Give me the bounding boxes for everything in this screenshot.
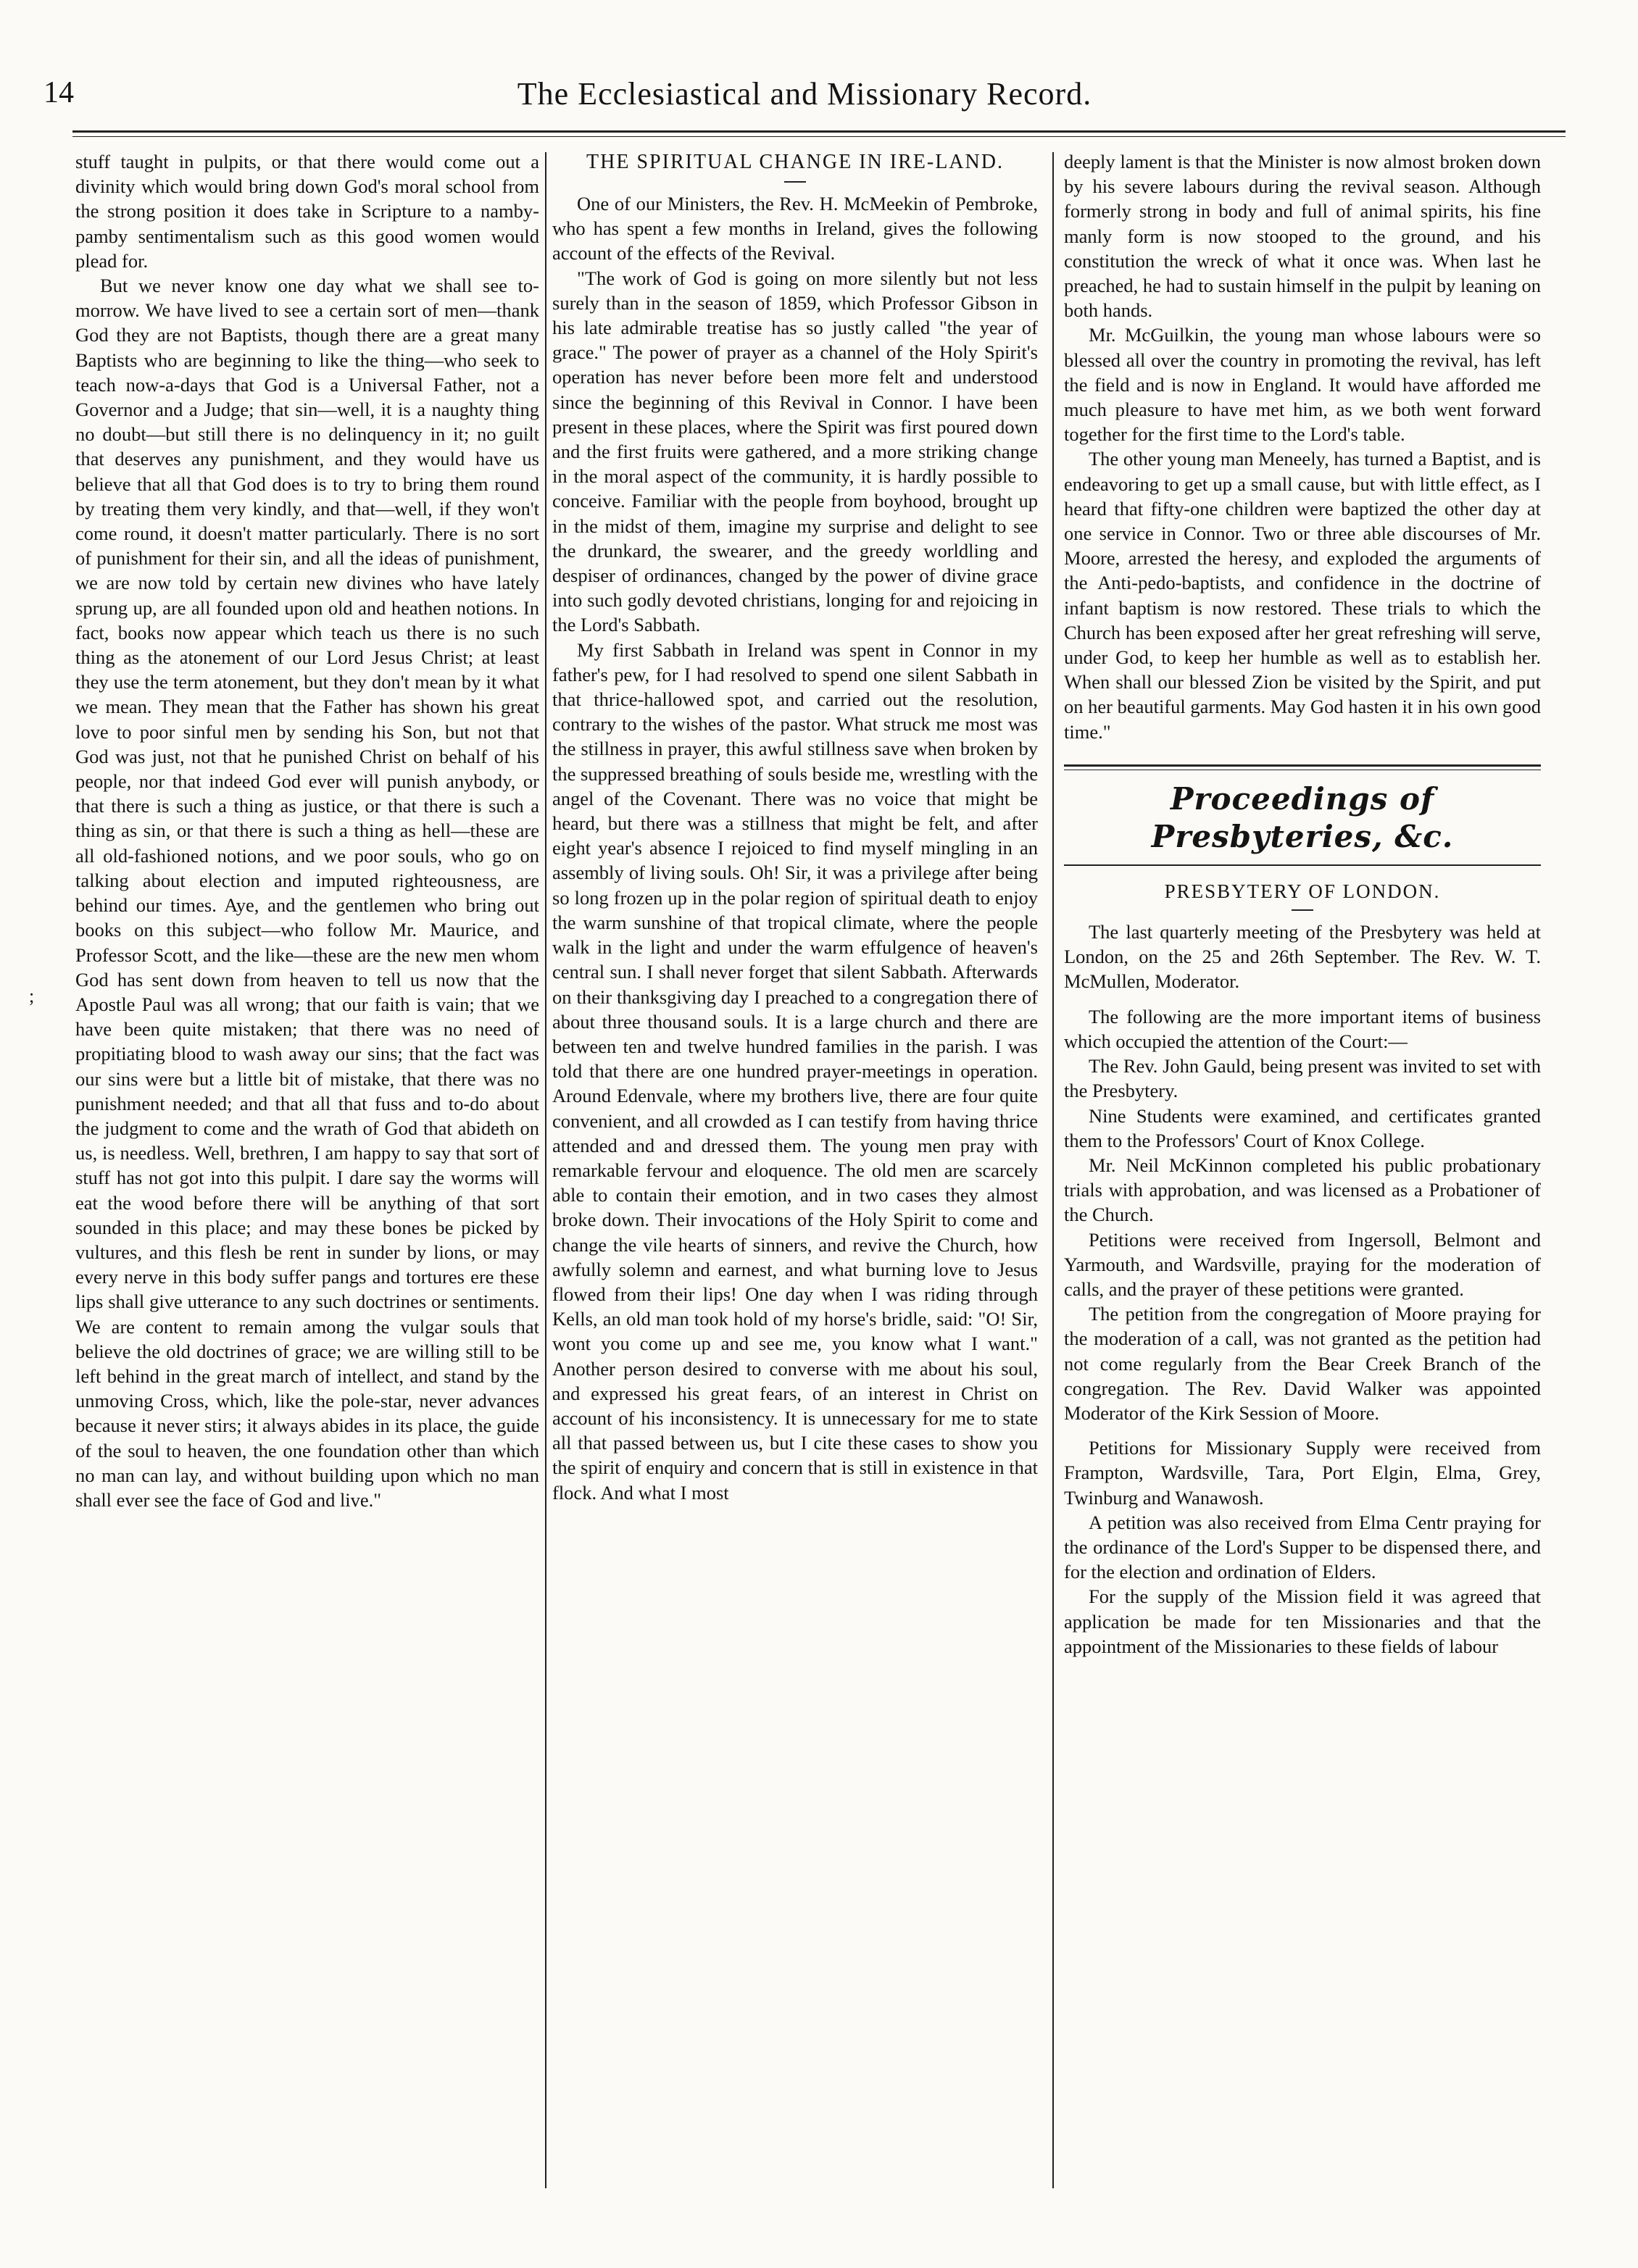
column-2 xyxy=(552,149,1038,2190)
paragraph: Nine Students were examined, and certificates granted them to the Professors' Court of Knox College. xyxy=(1064,1104,1541,1151)
paragraph: The last quarterly meeting of the Presbytery was held at London, on the 25 and 26th September. The Rev. W. T. McMullen, Moderator. xyxy=(1064,921,1541,993)
page-header xyxy=(43,75,1566,119)
paragraph: deeply lament is that the Minister is now almost broken down by his severe labours during the revival season. Although formerly strong in body and full of animal spirits, his fine manly form is now stooped to the ground, and his constitution the wreck of what it once was. When last he preached, he had to sustain himself in the pulpit by leaning on both hands. xyxy=(1064,151,1541,322)
paragraph: Mr. Neil McKinnon completed his public probationary trials with approbation, and was licensed as a Probationer of the Church. xyxy=(1064,1154,1541,1226)
section-title: Proceedings of Presbyteries, &c. xyxy=(1151,780,1454,854)
paragraph-gap xyxy=(1064,994,1541,1004)
paragraph: The petition from the congregation of Moore praying for the moderation of a call, was not granted as the petition had not come regularly from the Bear Creek Branch of the congregation. The Rev. David Walker was appointed Moderator of the Kirk Session of Moore. xyxy=(1064,1303,1541,1424)
paragraph: Petitions were received from Ingersoll, Belmont and Yarmouth, and Wardsville, praying for the moderation of calls, and the prayer of these petitions were granted. xyxy=(1064,1228,1541,1300)
page-number: 14 xyxy=(43,76,74,109)
article-headline: THE SPIRITUAL CHANGE IN IRE-LAND. xyxy=(586,151,1004,173)
column-divider xyxy=(545,152,546,2188)
margin-mark: ; xyxy=(29,985,35,1006)
header-rule-thin xyxy=(72,136,1566,137)
paragraph: stuff taught in pulpits, or that there would come out a divinity which would bring down God's moral school from the strong position it does take in Scripture to a namby-pamby sentimentalism such as this good women would plead for. xyxy=(75,151,539,272)
paragraph: The following are the more important items of business which occupied the attention of the Court:— xyxy=(1064,1005,1541,1052)
paragraph: One of our Ministers, the Rev. H. McMeekin of Pembroke, who has spent a few months in Ireland, gives the following account of the effects of the Revival. xyxy=(552,193,1038,264)
paragraph: The other young man Meneely, has turned a Baptist, and is endeavoring to get up a small cause, but with little effect, as I heard that fifty-one children were baptized the other day at one service in Connor. Two or three able discourses of Mr. Moore, arrested the heresy, and exploded the arguments of the Anti-pedo-baptists, and confidence in the doctrine of infant baptism is now restored. These trials to which the Church has been exposed after her great refreshing will serve, under God, to keep her humble as well as to establish her. When shall our blessed Zion be visited by the Spirit, and put on her beautiful garments. May God hasten it in his own good time." xyxy=(1064,448,1541,743)
headline-dash xyxy=(784,181,806,183)
paragraph: My first Sabbath in Ireland was spent in Connor in my father's pew, for I had resolved to spend one silent Sabbath in that thrice-hallowed spot, and carried out the resolution, contrary to the wishes of the pastor. What struck me most was the stillness in prayer, this awful stillness save when broken by the suppressed breathing of souls beside me, wrestling with the angel of the Covenant. There was no voice that might be heard, but there was a stillness that might be felt, and after eight year's absence I rejoiced to find myself mingling in an assembly of living souls. Oh! Sir, it was a privilege after being so long frozen up in the polar region of spiritual death to enjoy the warm sunshine of that tropical climate, where the people walk in the light and under the warm effulgence of heaven's central sun. I shall never forget that silent Sabbath. Afterwards on their thanksgiving day I preached to a congregation there of about three thousand souls. It is a large church and there are between ten and twelve hundred families in the parish. I was told that there are one hundred prayer-meetings in operation. Around Edenvale, where my brothers live, there are four quite convenient, and all crowded as I can testify from having thrice attended and and dressed them. The young men pray with remarkable fervour and eloquence. The old men are scarcely able to contain their emotion, and in two cases they almost broke down. Their invocations of the Holy Spirit to come and change the vile hearts of sinners, and revive the Church, how awfully solemn and earnest, and what burning love to Jesus flowed from their lips! One day when I was riding through Kells, an old man took hold of my horse's bridle, said: "O! Sir, wont you come up and see me, you know what I want." Another person desired to converse with me about his soul, and expressed his great fears, of an interest in Christ on account of his inconsistency. It is unnecessary for me to state all that passed between us, but I cite these cases to show you the spirit of enquiry and concern that is still in existence in that flock. And what I most xyxy=(552,638,1038,1504)
column-1 xyxy=(75,149,539,2190)
paragraph: "The work of God is going on more silently but not less surely than in the season of 1859, which Professor Gibson in his late admirable treatise has so justly called "the year of grace." The power of prayer as a channel of the Holy Spirit's operation has never before been more felt and understood since the beginning of this Revival in Connor. I have been present in these places, where the Spirit was first poured down and the first fruits were gathered, and a more striking change in the moral aspect of the community, it is hardly possible to conceive. Familiar with the people from boyhood, brought up in the midst of them, imagine my surprise and delight to see the drunkard, the swearer, and the greedy worldling and despiser of ordinances, changed by the power of divine grace into such godly devoted christians, longing for and rejoicing in the Lord's Sabbath. xyxy=(552,267,1038,636)
paragraph: The Rev. John Gauld, being present was invited to set with the Presbytery. xyxy=(1064,1055,1541,1102)
column-3 xyxy=(1064,149,1541,2190)
paragraph-gap xyxy=(1064,1425,1541,1435)
running-title: The Ecclesiastical and Missionary Record. xyxy=(517,76,1092,112)
subhead-dash xyxy=(1292,909,1313,911)
paragraph: Petitions for Missionary Supply were received from Frampton, Wardsville, Tara, Port Elgin, Elma, Grey, Twinburg and Wanawosh. xyxy=(1064,1437,1541,1509)
paragraph: But we never know one day what we shall see to-morrow. We have lived to see a certain sort of men—thank God they are not Baptists, though there are a great many Baptists who are beginning to like the thing—who seek to teach now-a-days that God is a Universal Father, not a Governor and a Judge; that sin—well, it is a naughty thing no doubt—but still there is no delinquency in it; no guilt that deserves any punishment, and they would have us believe that all that God does is to try to bring them round by treating them very kindly, and that—well, if they won't come round, it doesn't matter particularly. There is no sort of punishment for their sin, and all the ideas of punishment, we are now told by certain new divines who have lately sprung up, are all founded upon old and heathen notions. In fact, books now appear which teach us there is no such thing as the atonement of our Lord Jesus Christ; at least they use the term atonement, but they don't mean by it what we mean. They mean that the Father has shown his great love to poor sinful men by sending his Son, but not that God was just, not that he punished Christ on behalf of his people, nor that indeed God ever will punish anybody, or that there is such a thing as justice, or that there is such a thing as sin, or that there is such a thing as hell—these are all old-fashioned notions, and we poor souls, who go on talking about election and imputed righteousness, are behind our times. Aye, and the gentlemen who bring out books on this subject—who follow Mr. Maurice, and Professor Scott, and the like—these are the new men whom God has sent down from heaven to tell us now that the Apostle Paul was all wrong; that our faith is vain; that we have been quite mistaken; that there was no need of propitiating blood to wash away our sins; that the fact was our sins were but a little bit of mistake, that there was no punishment needed; and that all that fuss and to-do about the judgment to come and the wrath of God that abideth on us, is needless. Well, brethren, I am happy to say that sort of stuff has not got into this pulpit. I dare say the worms will eat the wood before there will be anything of that sort sounded in this place; and may these bones be picked by vultures, and this flesh be rent in sunder by lions, or may every nerve in this body suffer pangs and tortures ere these lips shall give utterance to any such doctrines or sentiments. We are content to remain among the vulgar souls that believe the old doctrines of grace; we are willing still to be left behind in the great march of intellect, and stand by the unmoving Cross, which, like the pole-star, never advances because it never stirs; it always abides in its place, the guide of the soul to heaven, the one foundation other than which no man can lay, and without building upon which no man shall ever see the face of God and live." xyxy=(75,275,539,1511)
column-divider xyxy=(1052,152,1054,2188)
header-rule xyxy=(72,130,1566,133)
paragraph: Mr. McGuilkin, the young man whose labours were so blessed all over the country in promoting the revival, has left the field and is now in England. It would have afforded me much pleasure to have met him, as we both went forward together for the first time to the Lord's table. xyxy=(1064,324,1541,446)
paragraph: For the supply of the Mission field it was agreed that application be made for ten Missionaries and that the appointment of the Missionaries to these fields of labour xyxy=(1064,1585,1541,1657)
presbytery-subhead: PRESBYTERY OF LONDON. xyxy=(1164,880,1441,902)
section-rule xyxy=(1064,764,1541,767)
section-title-rule xyxy=(1064,864,1541,866)
paragraph: A petition was also received from Elma Centr praying for the ordinance of the Lord's Supper to be dispensed there, and for the election and ordination of Elders. xyxy=(1064,1511,1541,1583)
